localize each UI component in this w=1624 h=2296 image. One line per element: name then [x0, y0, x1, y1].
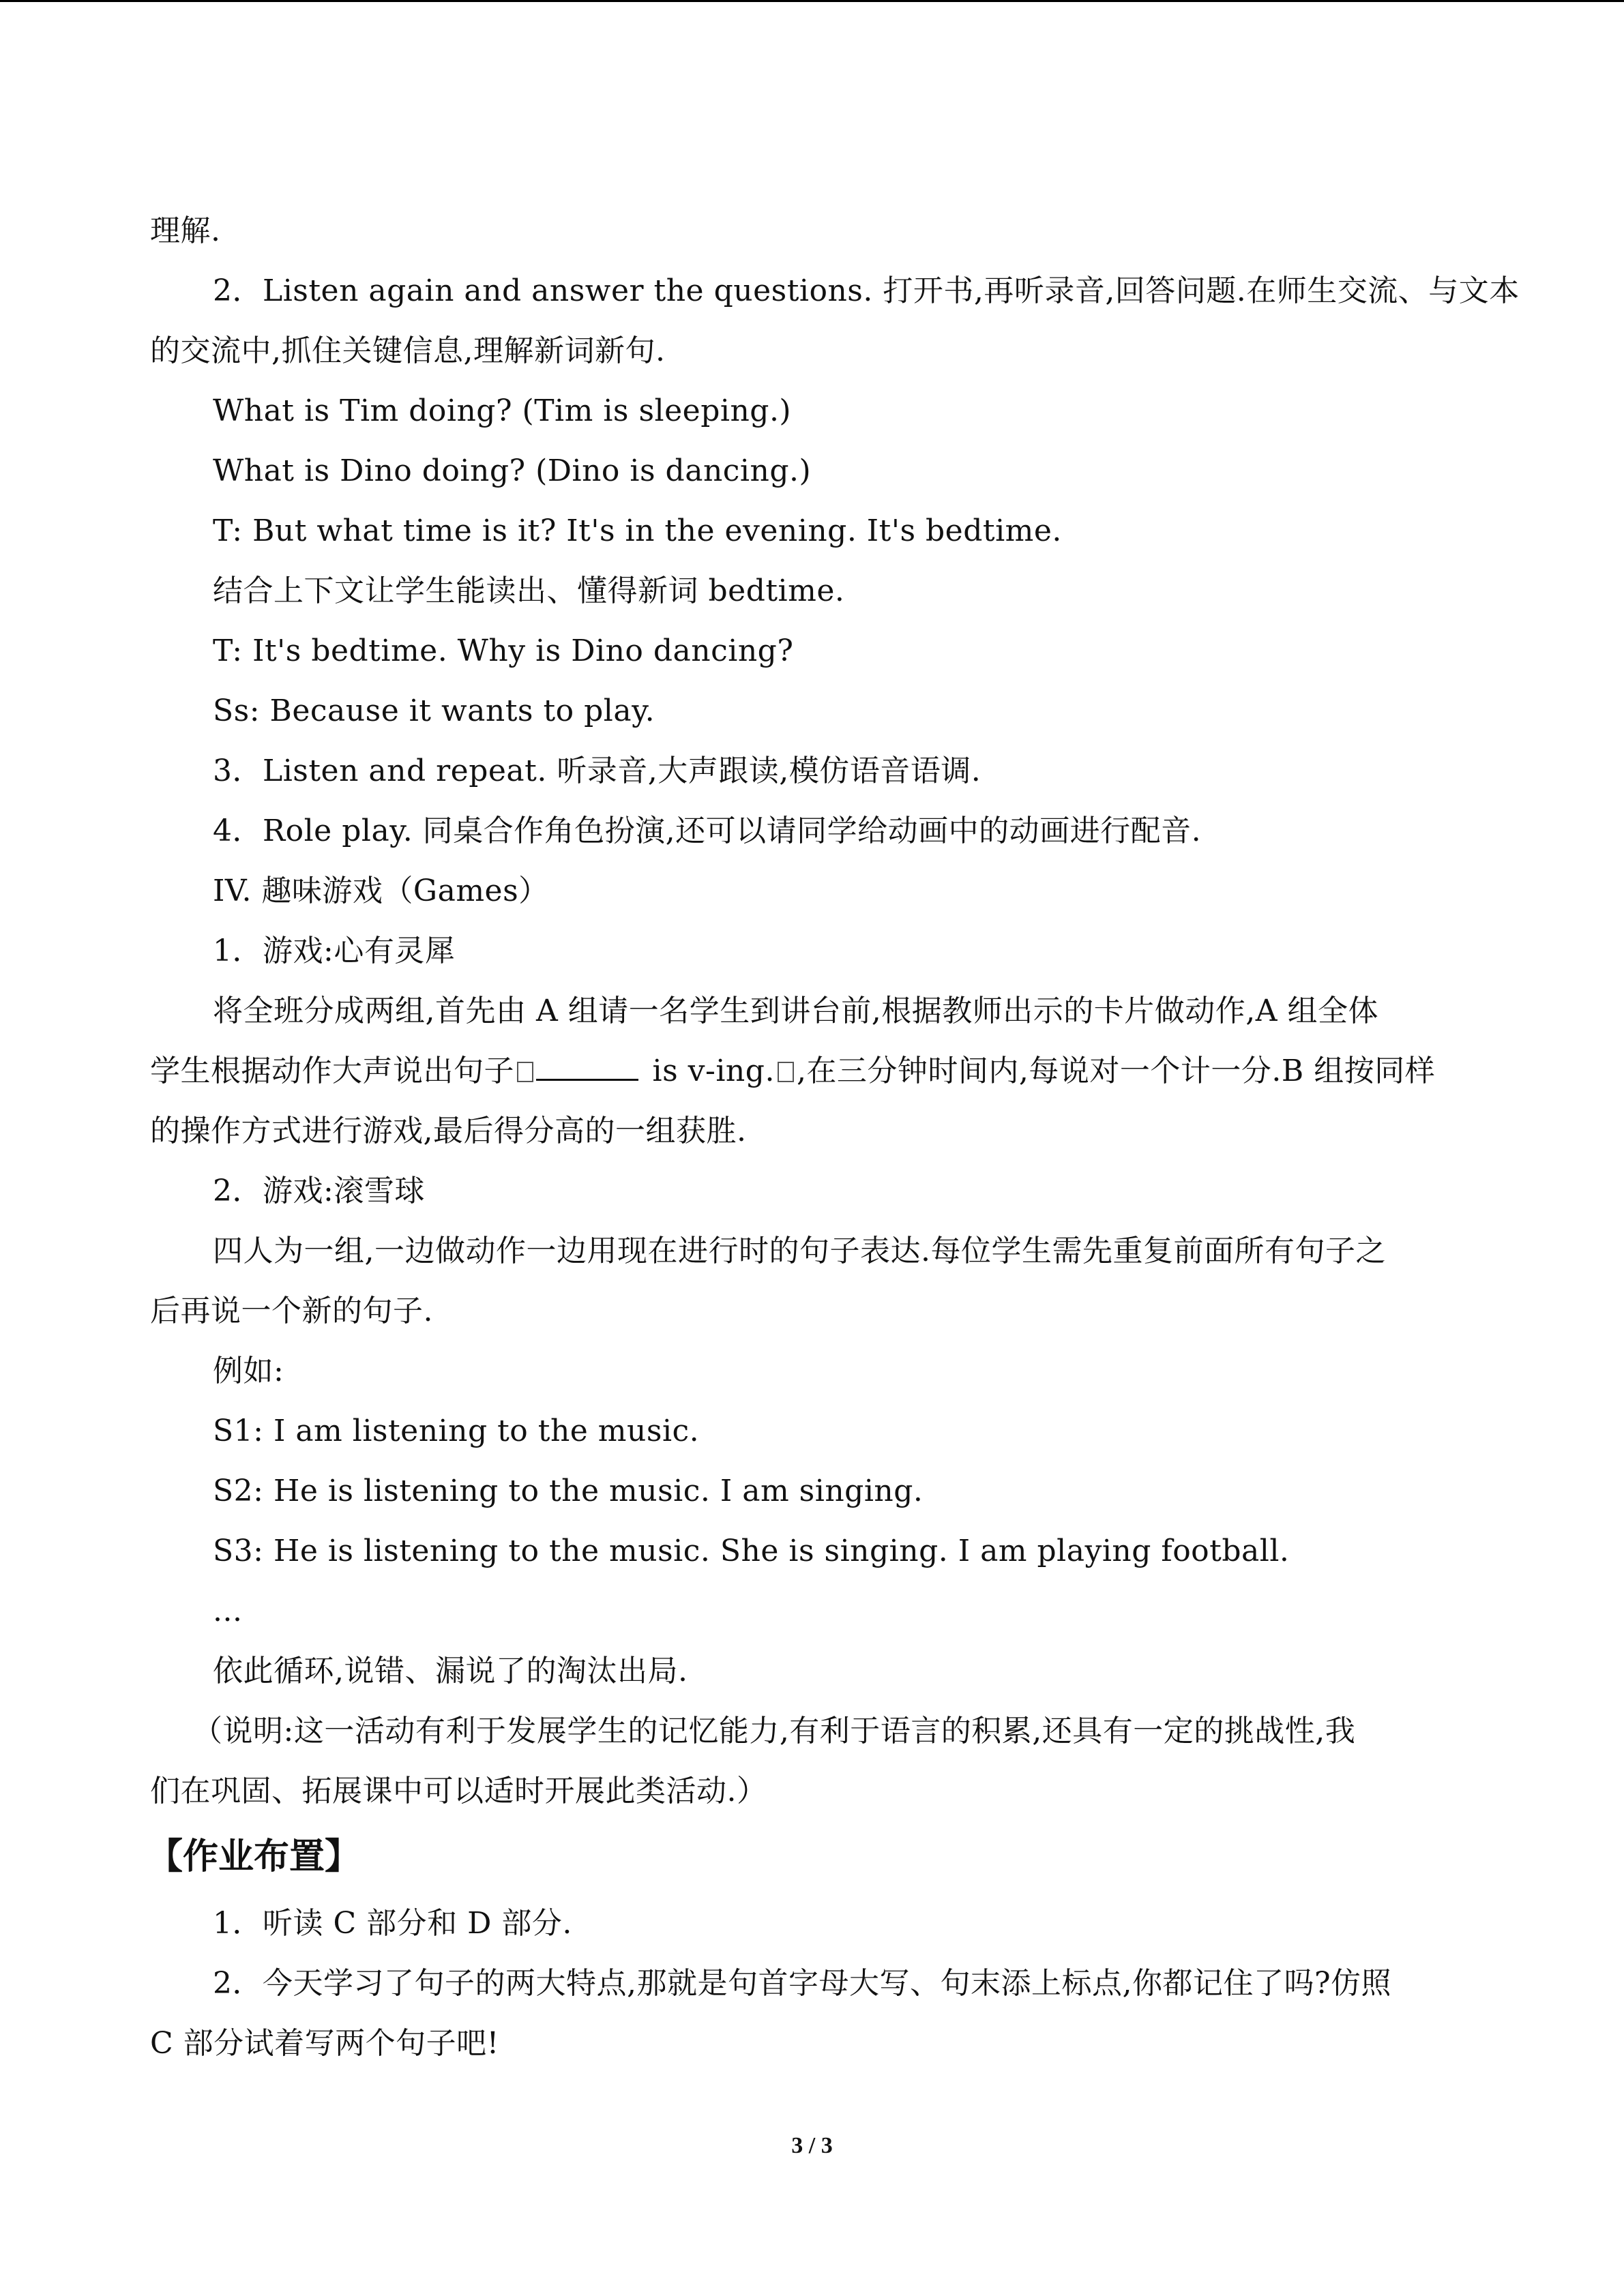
missing-glyph-box — [778, 1062, 794, 1082]
dialogue-line: What is Dino doing? (Dino is dancing.) — [213, 453, 812, 488]
paragraph-line: 结合上下文让学生能读出、懂得新词 bedtime. — [213, 573, 845, 608]
paragraph-line-with-blank — [150, 1041, 1477, 1101]
document-body — [147, 201, 1520, 2074]
example-line: S1: I am listening to the music. — [213, 1414, 700, 1448]
game-title: 1．游戏:心有灵犀 — [213, 934, 456, 968]
page-number: 3 / 3 — [791, 2133, 833, 2158]
paragraph-line: 理解. — [150, 213, 221, 248]
paragraph-line: 依此循环,说错、漏说了的淘汰出局. — [213, 1654, 688, 1688]
section-title: IV. 趣味游戏（Games） — [213, 874, 549, 908]
homework-heading: 【作业布置】 — [147, 1836, 361, 1877]
example-line: S3: He is listening to the music. She is singing. I am playing football. — [213, 1534, 1290, 1568]
paragraph-line: 的交流中,抓住关键信息,理解新词新句. — [150, 333, 666, 368]
text-fragment: 学生根据动作大声说出句子 — [150, 1054, 514, 1088]
example-line: S2: He is listening to the music. I am singing. — [213, 1474, 924, 1508]
dialogue-line: Ss: Because it wants to play. — [213, 694, 655, 728]
homework-item: 1．听读 C 部分和 D 部分. — [213, 1906, 572, 1941]
text-fragment: is v-ing. — [652, 1054, 775, 1088]
homework-item: 2．今天学习了句子的两大特点,那就是句首字母大写、句末添上标点,你都记住了吗?仿照 — [213, 1966, 1392, 2001]
paragraph-line: 的操作方式进行游戏,最后得分高的一组获胜. — [150, 1114, 747, 1148]
paragraph-line: 将全班分成两组,首先由 A 组请一名学生到讲台前,根据教师出示的卡片做动作,A 组全体 — [213, 994, 1378, 1028]
example-line: ... — [213, 1594, 243, 1628]
homework-item: C 部分试着写两个句子吧! — [150, 2026, 499, 2061]
paragraph-line: 后再说一个新的句子. — [150, 1294, 433, 1328]
paragraph-line: 3．Listen and repeat. 听录音,大声跟读,模仿语音语调. — [213, 754, 981, 788]
missing-glyph-box — [517, 1062, 533, 1082]
dialogue-line: T: But what time is it? It's in the evening. It's bedtime. — [213, 513, 1062, 548]
note-line: 们在巩固、拓展课中可以适时开展此类活动.） — [150, 1774, 767, 1808]
note-line: （说明:这一活动有利于发展学生的记忆能力,有利于语言的积累,还具有一定的挑战性,我 — [192, 1714, 1356, 1748]
game-title: 2．游戏:滚雪球 — [213, 1174, 425, 1208]
paragraph-line: 2．Listen again and answer the questions. 打开书,再听录音,回答问题.在师生交流、与文本 — [213, 273, 1520, 308]
dialogue-line: What is Tim doing? (Tim is sleeping.) — [213, 393, 792, 428]
paragraph-line: 4．Role play. 同桌合作角色扮演,还可以请同学给动画中的动画进行配音. — [213, 814, 1202, 848]
paragraph-line: 例如: — [213, 1354, 284, 1388]
dialogue-line: T: It's bedtime. Why is Dino dancing? — [213, 633, 794, 668]
page-top-border — [0, 0, 1624, 2]
text-fragment: ,在三分钟时间内,每说对一个计一分.B 组按同样 — [796, 1054, 1436, 1088]
fill-in-blank — [536, 1053, 638, 1081]
paragraph-line: 四人为一组,一边做动作一边用现在进行时的句子表达.每位学生需先重复前面所有句子之 — [213, 1234, 1386, 1268]
